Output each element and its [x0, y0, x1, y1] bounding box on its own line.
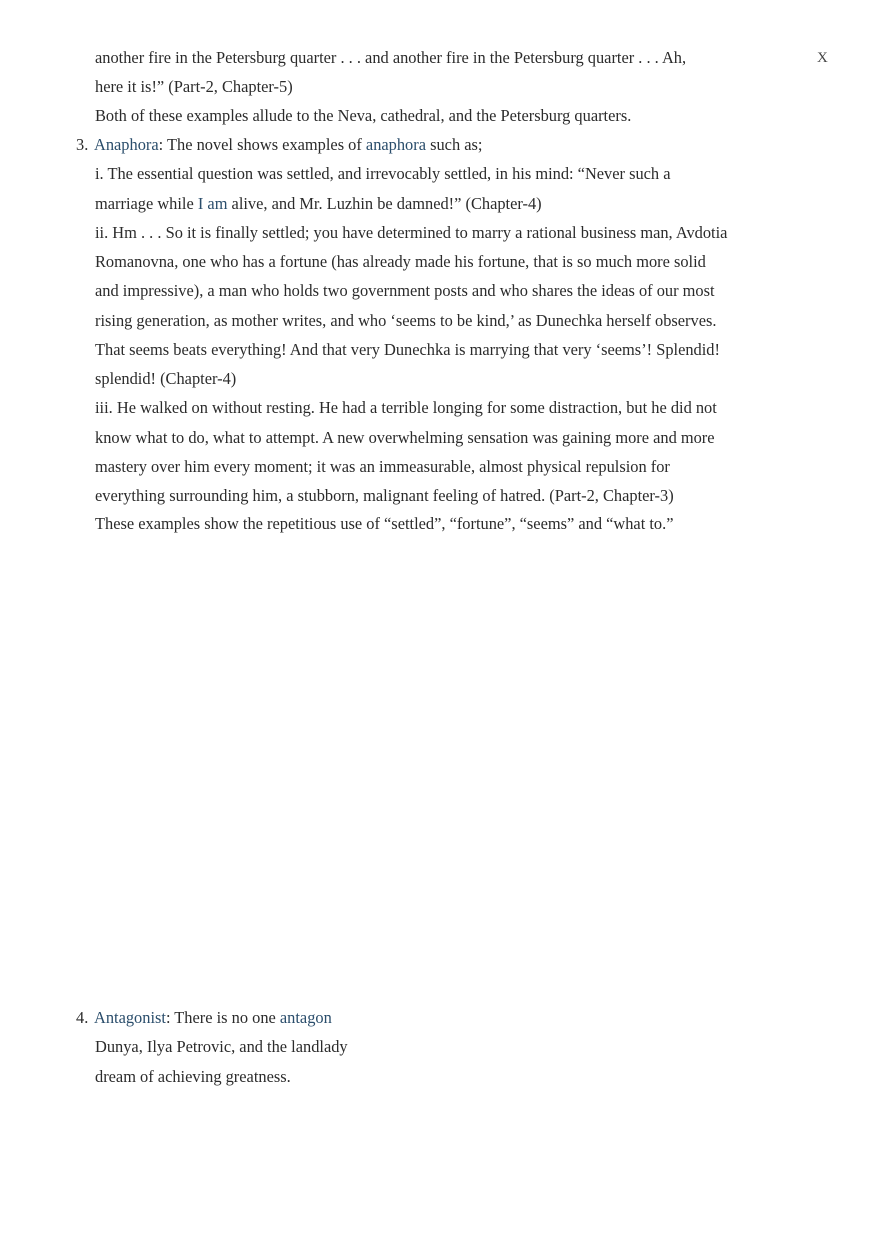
paragraph-line: iii. He walked on without resting. He had a terrible longing for some distraction, but he did not: [95, 398, 717, 417]
line-text: marriage while: [95, 194, 198, 213]
heading-text: such as;: [426, 135, 483, 154]
list-number: 3.: [76, 135, 89, 154]
paragraph-line: another fire in the Petersburg quarter . . . and another fire in the Petersburg quarter . . . Ah,: [95, 48, 687, 67]
paragraph-line: Dunya, Ilya Petrovic, and the landlady: [95, 1037, 348, 1056]
paragraph-line: Both of these examples allude to the Neva, cathedral, and the Petersburg quarters.: [95, 106, 632, 125]
paragraph-line: i. The essential question was settled, and irrevocably settled, in his mind: “Never such a: [95, 164, 671, 183]
anaphora-link[interactable]: Anaphora: [94, 135, 159, 154]
paragraph-line: rising generation, as mother writes, and who ‘seems to be kind,’ as Dunechka herself observes.: [95, 311, 717, 330]
line-text: alive, and Mr. Luzhin be damned!” (Chapter-4): [227, 194, 542, 213]
paragraph-line: splendid! (Chapter-4): [95, 369, 237, 388]
paragraph-line: here it is!” (Part-2, Chapter-5): [95, 77, 293, 96]
paragraph-line: These examples show the repetitious use of “settled”, “fortune”, “seems” and “what to.”: [95, 514, 674, 533]
antagonist-inline-link[interactable]: antagon: [279, 1008, 332, 1027]
paragraph-line: everything surrounding him, a stubborn, malignant feeling of hatred. (Part-2, Chapter-3): [95, 486, 674, 505]
list-number: 4.: [76, 1008, 89, 1027]
paragraph-line: [95, 189, 542, 218]
anaphora-inline-link[interactable]: anaphora: [365, 135, 426, 154]
paragraph-line: and impressive), a man who holds two government posts and who shares the ideas of our most: [95, 281, 715, 300]
heading-text: : There is no one: [165, 1008, 280, 1027]
list-item-heading: [94, 1003, 332, 1032]
list-item-heading: [94, 130, 482, 159]
paragraph-line: Romanovna, one who has a fortune (has already made his fortune, that is so much more solid: [95, 252, 706, 271]
paragraph-line: dream of achieving greatness.: [95, 1067, 291, 1086]
antagonist-link[interactable]: Antagonist: [94, 1008, 166, 1027]
paragraph-line: mastery over him every moment; it was an immeasurable, almost physical repulsion for: [95, 457, 670, 476]
paragraph-line: ii. Hm . . . So it is finally settled; you have determined to marry a rational business man, Avdotia: [95, 223, 728, 242]
i-am-link[interactable]: I am: [197, 194, 228, 213]
paragraph-line: know what to do, what to attempt. A new overwhelming sensation was gaining more and more: [95, 428, 715, 447]
heading-text: : The novel shows examples of: [158, 135, 366, 154]
close-button[interactable]: X: [817, 50, 828, 66]
paragraph-line: That seems beats everything! And that very Dunechka is marrying that very ‘seems’! Splendid!: [95, 340, 720, 359]
